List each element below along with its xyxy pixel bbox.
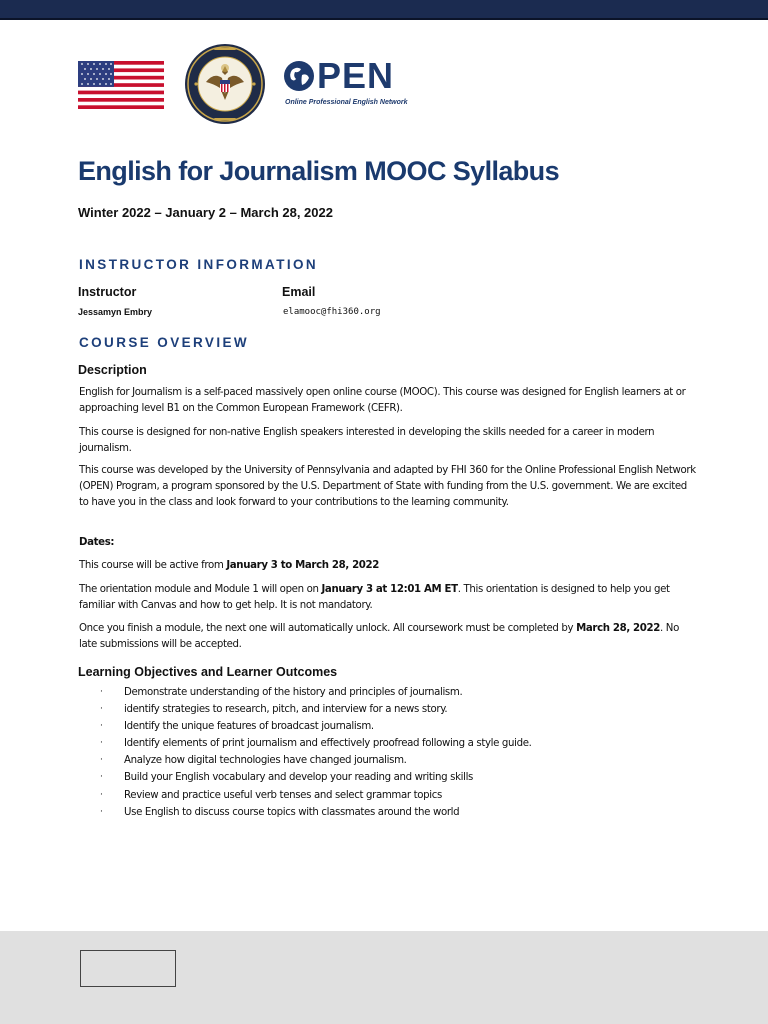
bullet-icon: · [100, 687, 103, 697]
objective-text: Demonstrate understanding of the history and principles of journalism. [124, 687, 463, 698]
instructor-label: Instructor [78, 285, 137, 299]
bullet-icon: · [100, 806, 103, 817]
active-dates-paragraph [79, 558, 699, 574]
orientation-paragraph [79, 582, 699, 614]
bullet-icon: · [100, 704, 103, 715]
globe-icon [283, 60, 315, 92]
objective-text: Review and practice useful verb tenses and select grammar topics [124, 789, 442, 801]
description-heading: Description [78, 363, 147, 377]
completion-text-end: . No late submissions will be accepted. [79, 623, 679, 650]
open-logo-subtitle: Online Professional English Network [285, 99, 408, 106]
bullet-icon: · [100, 789, 103, 800]
orientation-date: January 3 at 12:01 AM ET [321, 584, 458, 595]
open-program-logo [283, 55, 443, 110]
email-label: Email [282, 285, 316, 299]
us-flag-icon [78, 61, 164, 109]
course-overview-heading: COURSE OVERVIEW [79, 335, 250, 350]
instructor-email-link[interactable]: elamooc@fhi360.org [283, 307, 381, 317]
open-logo-wordmark [283, 55, 395, 96]
instructor-section-heading: INSTRUCTOR INFORMATION [79, 257, 319, 272]
description-paragraph-1: English for Journalism is a self-paced massively open online course (MOOC). This course was designed for English learners at or approaching level B1 on the Common European Framework (CEFR). [79, 387, 686, 414]
active-dates-text: This course will be active from [79, 560, 227, 571]
objective-text: Use English to discuss course topics with classmates around the world [124, 806, 460, 818]
objective-text: identify strategies to research, pitch, and interview for a news story. [124, 704, 448, 716]
open-logo-letters: PEN [317, 55, 395, 96]
bullet-icon: · [100, 772, 103, 783]
orientation-text-start: The orientation module and Module 1 will open on [79, 584, 322, 595]
logo-row [78, 42, 698, 130]
top-banner [0, 0, 768, 18]
instructor-name: Jessamyn Embry [78, 307, 153, 317]
dates-heading: Dates: [79, 537, 115, 548]
term-dates: Winter 2022 – January 2 – March 28, 2022 [78, 205, 333, 220]
completion-text-start: Once you finish a module, the next one will automatically unlock. All coursework must be completed by [79, 623, 577, 634]
objective-text: Identify elements of print journalism and effectively proofread following a style guide. [124, 738, 532, 750]
completion-paragraph [79, 621, 699, 653]
bullet-icon: · [100, 738, 103, 749]
orientation-text-end: . This orientation is designed to help you get familiar with Canvas and how to get help. It is not mandatory. [79, 584, 670, 611]
objectives-heading: Learning Objectives and Learner Outcomes [78, 665, 338, 679]
active-dates-range: January 3 to March 28, 2022 [226, 560, 380, 571]
objective-text: Build your English vocabulary and develop your reading and writing skills [124, 772, 474, 784]
footer-box[interactable] [80, 950, 176, 987]
description-paragraph-2: This course is designed for non-native English speakers interested in developing the skills needed for a career in modern journalism. [79, 427, 655, 454]
completion-deadline: March 28, 2022 [576, 623, 661, 634]
department-of-state-seal-icon [184, 42, 266, 126]
top-banner-rule [0, 18, 768, 20]
description-paragraph-3: This course was developed by the University of Pennsylvania and adapted by FHI 360 for the Online Professional English Network (OPEN) Program, a program sponsored by the U.S. Department of State with funding from the U.S. government. We are excited to have you in the class and look forward to your contributions to the learning community. [79, 465, 696, 508]
bullet-icon: · [100, 721, 103, 732]
bullet-icon: · [100, 755, 103, 766]
objective-text: Identify the unique features of broadcast journalism. [124, 721, 374, 733]
objective-text: Analyze how digital technologies have changed journalism. [124, 755, 407, 767]
page-title: English for Journalism MOOC Syllabus [78, 156, 559, 186]
